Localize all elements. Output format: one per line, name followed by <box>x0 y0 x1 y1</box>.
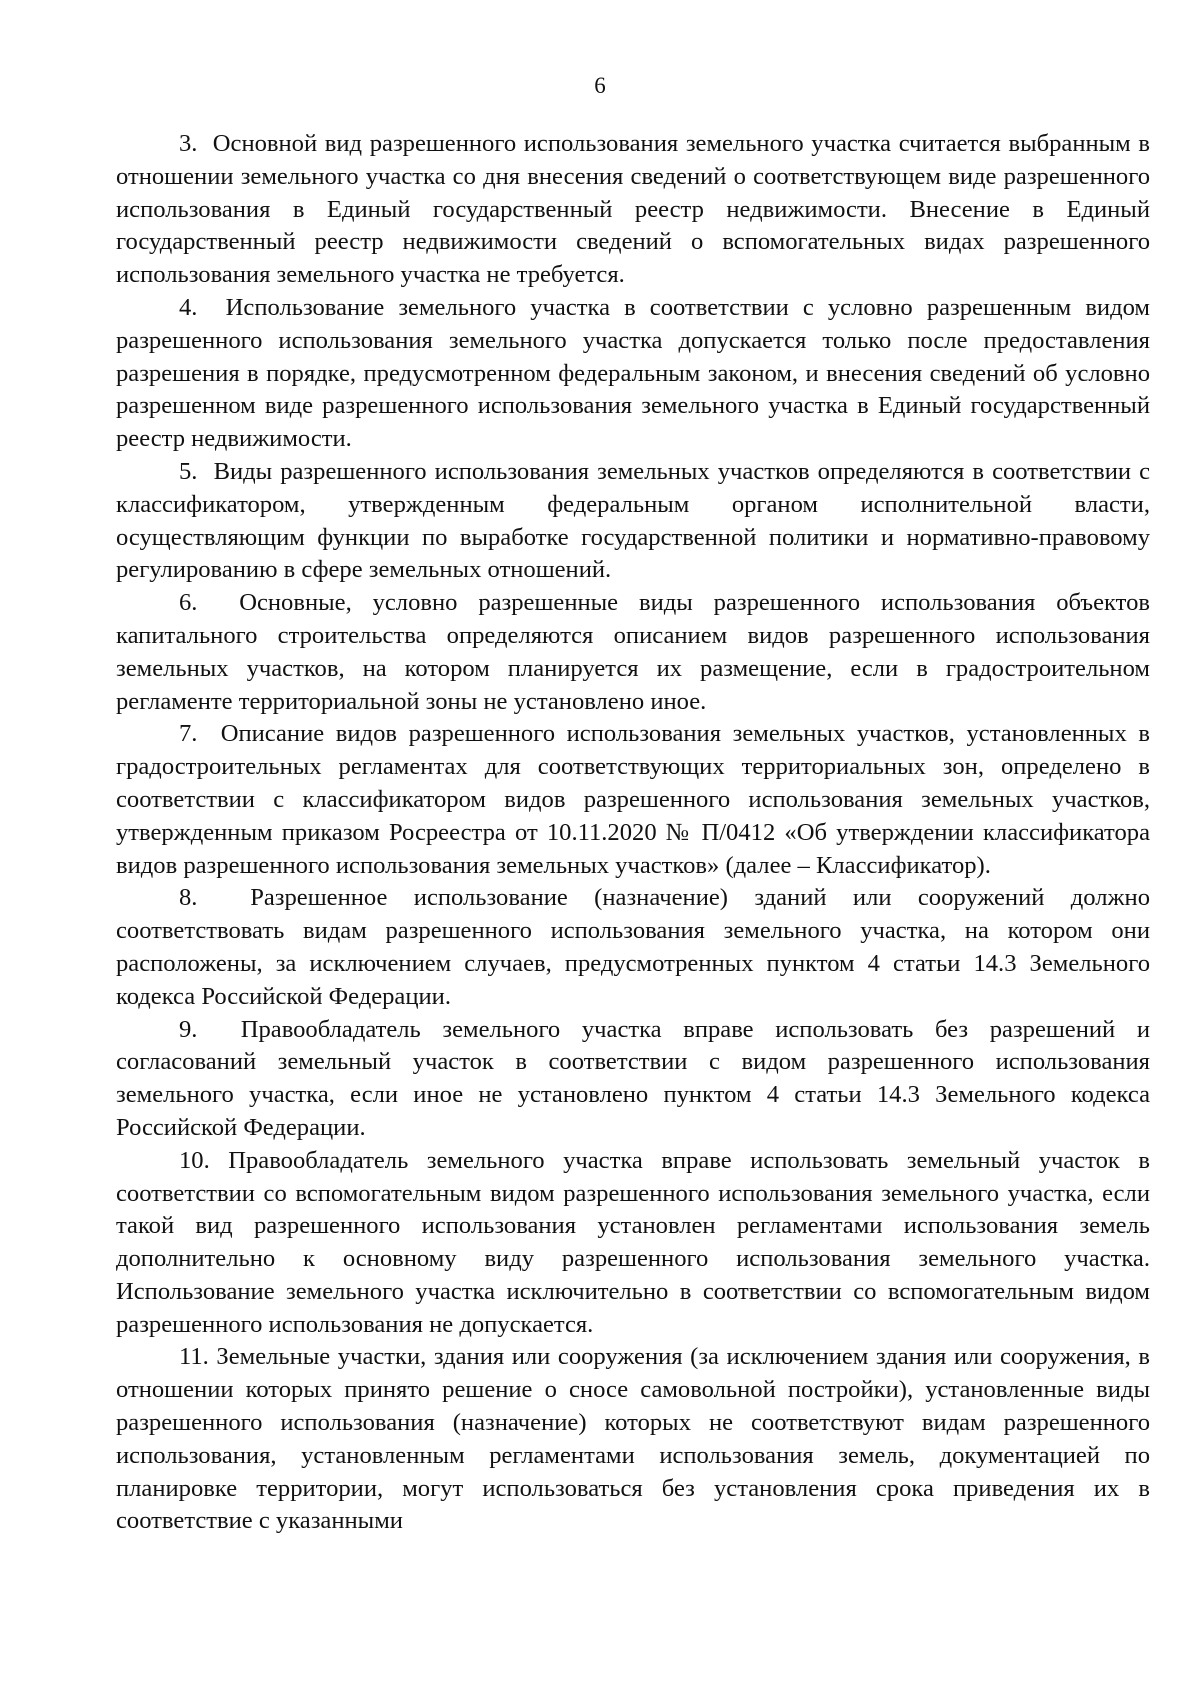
paragraph-number: 3. <box>179 130 213 157</box>
paragraph-number: 7. <box>179 720 221 748</box>
document-body <box>116 128 1150 1538</box>
paragraph-text: Правообладатель земельного участка вправе использовать земельный участок в соответствии со вспомогательным видом разрешенного использования земельного участка, если такой вид разрешенного использования установлен регламентами использования земель дополнительно к основному виду разрешенного использования земельного участка. Использование земельного участка исключительно в соответствии со вспомогательным видом разрешенного использования не допускается. <box>116 1146 1150 1338</box>
paragraph-number: 8. <box>179 884 251 912</box>
paragraph-number: 4. <box>179 293 226 321</box>
paragraph-text: Виды разрешенного использования земельных участков определяются в соответствии с классификатором, утвержденным федеральным органом исполнительной власти, осуществляющим функции по выработке государственной политики и нормативно-правовому регулированию в сфере земельных отношений. <box>116 457 1150 584</box>
paragraph-10 <box>116 1145 1150 1342</box>
paragraph-text: Основные, условно разрешенные виды разрешенного использования объектов капитального строительства определяются описанием видов разрешенного использования земельных участков, на котором планируется их размещение, если в градостроительном регламенте территориальной зоны не установлено иное. <box>116 589 1151 715</box>
paragraph-3 <box>116 128 1150 292</box>
paragraph-text: Правообладатель земельного участка вправе использовать без разрешений и согласований земельный участок в соответствии с видом разрешенного использования земельного участка, если иное не установлено пунктом 4 статьи 14.3 Земельного кодекса Российской Федерации. <box>116 1015 1150 1141</box>
paragraph-5 <box>116 456 1150 587</box>
paragraph-text: Разрешенное использование (назначение) зданий или сооружений должно соответствовать видам разрешенного использования земельного участка, на котором они расположены, за исключением случаев, предусмотренных пунктом 4 статьи 14.3 Земельного кодекса Российской Федерации. <box>116 884 1150 1010</box>
paragraph-4 <box>116 292 1150 456</box>
paragraph-9 <box>116 1014 1150 1145</box>
paragraph-8 <box>116 882 1150 1013</box>
paragraph-11 <box>116 1341 1150 1538</box>
paragraph-6 <box>116 587 1150 718</box>
paragraph-text: Основной вид разрешенного использования земельного участка считается выбранным в отношении земельного участка со дня внесения сведений о соответствующем виде разрешенного использования в Единый государственный реестр недвижимости. Внесение в Единый государственный реестр недвижимости сведений о вспомогательных видах разрешенного использования земельного участка не требуется. <box>116 130 1150 289</box>
paragraph-number: 9. <box>179 1015 241 1043</box>
paragraph-number: 6. <box>179 589 240 617</box>
paragraph-7 <box>116 718 1150 882</box>
page-number: 6 <box>594 73 606 98</box>
paragraph-text: Земельные участки, здания или сооружения (за исключением здания или сооружения, в отношении которых принято решение о сносе самовольной постройки), установленные виды разрешенного использования (назначение) которых не соответствуют видам разрешенного использования, установленным регламентами использования земель, документацией по планировке территории, могут использоваться без установления срока приведения их в соответствие с указанными <box>116 1343 1150 1535</box>
paragraph-number: 10. <box>179 1146 229 1174</box>
paragraph-text: Описание видов разрешенного использования земельных участков, установленных в градостроительных регламентах для соответствующих территориальных зон, определено в соответствии с классификатором видов разрешенного использования земельных участков, утвержденным приказом Росреестра от 10.11.2020 № П/0412 «Об утверждении классификатора видов разрешенного использования земельных участков» (далее – Классификатор). <box>116 720 1150 879</box>
paragraph-text: Использование земельного участка в соответствии с условно разрешенным видом разрешенного использования земельного участка допускается только после предоставления разрешения в порядке, предусмотренном федеральным законом, и внесения сведений об условно разрешенном виде разрешенного использования земельного участка в Единый государственный реестр недвижимости. <box>116 293 1150 453</box>
paragraph-number: 11. <box>179 1343 217 1371</box>
paragraph-number: 5. <box>179 457 214 485</box>
